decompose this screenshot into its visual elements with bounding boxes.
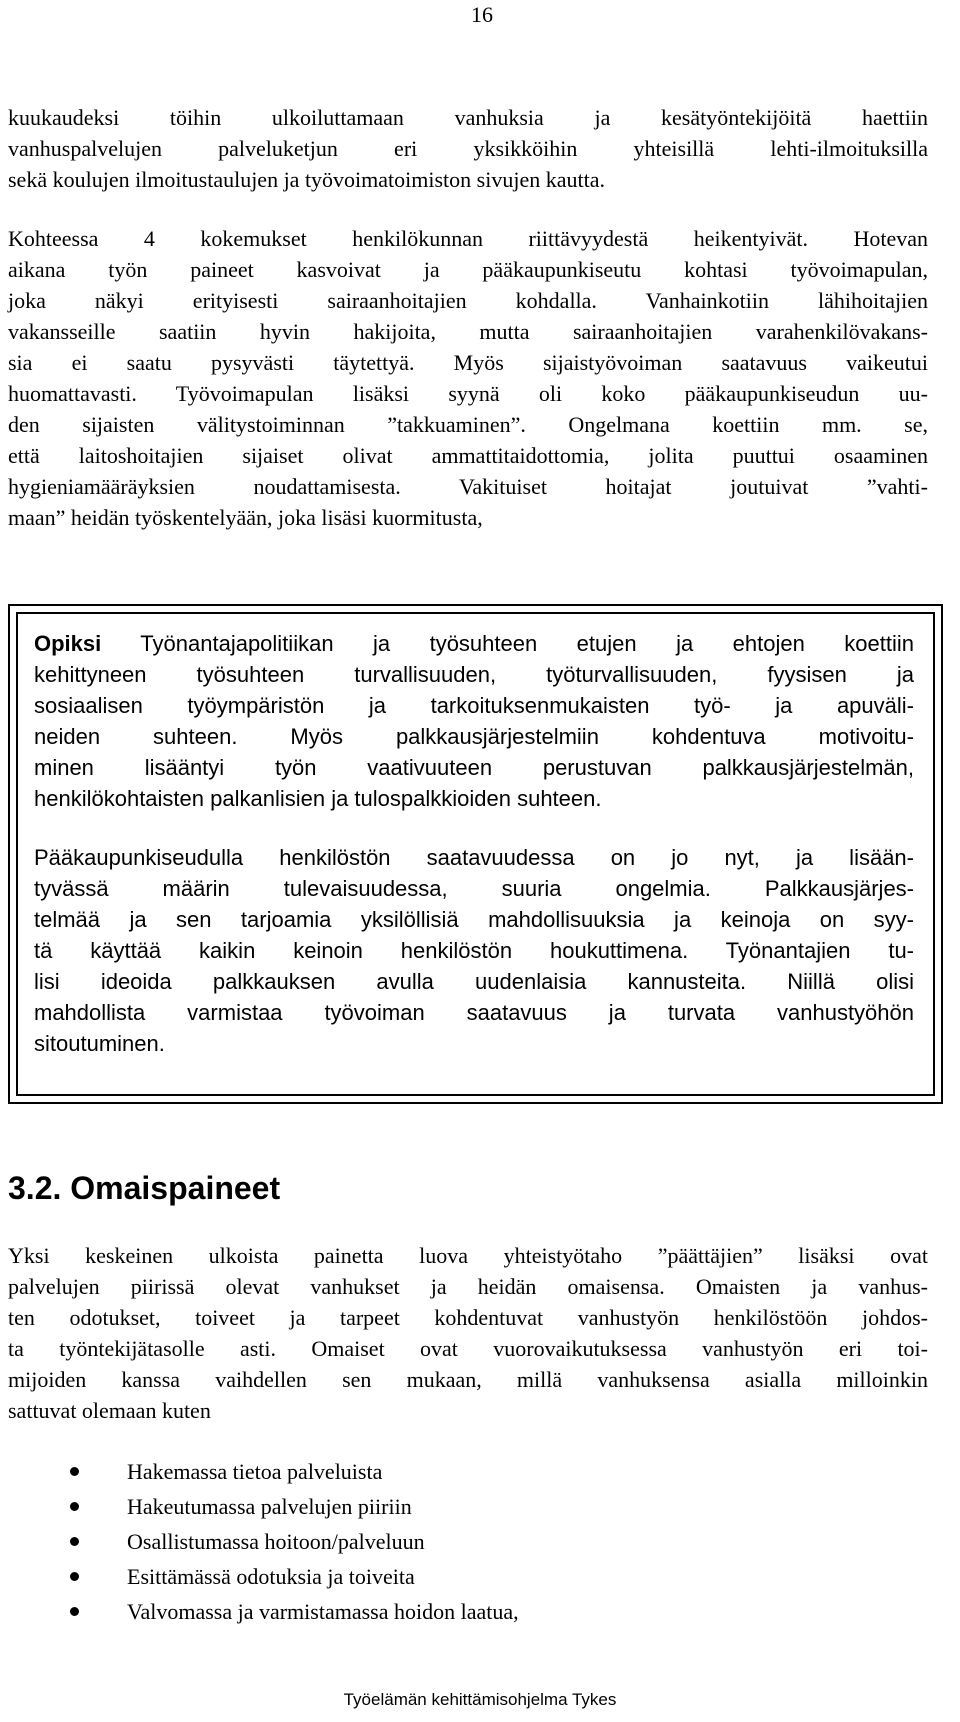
page-footer: Työelämän kehittämisohjelma Tykes [343, 1690, 617, 1709]
bullet-icon [70, 1607, 79, 1616]
box-text-line: henkilökohtaisten palkanlisien ja tulospalkkioiden suhteen. [34, 786, 602, 811]
text-line: aikana työn paineet kasvoivat ja pääkaupunkiseutu kohtasi työvoimapulan, [8, 257, 928, 282]
text-line: vanhuspalvelujen palveluketjun eri yksikköihin yhteisillä lehti-ilmoituksilla [8, 136, 928, 161]
text-line: hygieniamääräyksien noudattamisesta. Vakituiset hoitajat joutuivat ”vahti- [8, 474, 928, 499]
list-item [70, 1528, 425, 1556]
list-item-text: Osallistumassa hoitoon/palveluun [127, 1529, 425, 1554]
box-text-line: kehittyneen työsuhteen turvallisuuden, työturvallisuuden, fyysisen ja [34, 662, 914, 687]
bullet-icon [70, 1537, 79, 1546]
text-line: palvelujen piirissä olevat vanhukset ja heidän omaisensa. Omaisten ja vanhus- [8, 1274, 928, 1299]
text-line: Yksi keskeinen ulkoista painetta luova yhteistyötaho ”päättäjien” lisäksi ovat [8, 1243, 928, 1268]
text-line: maan” heidän työskentelyään, joka lisäsi kuormitusta, [8, 505, 483, 530]
bullet-icon [70, 1572, 79, 1581]
page-number: 16 [471, 2, 493, 27]
box-text-line: sosiaalisen työympäristön ja tarkoituksenmukaisten työ- ja apuväli- [34, 693, 914, 718]
text-line: sattuvat olemaan kuten [8, 1398, 211, 1423]
list-item-text: Esittämässä odotuksia ja toiveita [127, 1564, 415, 1589]
lessons-box [8, 604, 943, 1104]
text-line: mijoiden kanssa vaihdellen sen mukaan, millä vanhuksensa asialla milloinkin [8, 1367, 928, 1392]
box-text-line: minen lisääntyi työn vaativuuteen perustuvan palkkausjärjestelmän, [34, 755, 914, 780]
list-item [70, 1563, 415, 1591]
bullet-icon [70, 1467, 79, 1476]
text-line: vakansseille saatiin hyvin hakijoita, mutta sairaanhoitajien varahenkilövakans- [8, 319, 928, 344]
list-item [70, 1493, 412, 1521]
list-item-text: Valvomassa ja varmistamassa hoidon laatua, [127, 1599, 519, 1624]
list-item-text: Hakemassa tietoa palveluista [127, 1459, 383, 1484]
box-text-line: tä käyttää kaikin keinoin henkilöstön houkuttimena. Työnantajien tu- [34, 938, 914, 963]
section-heading: 3.2. Omaispaineet [8, 1170, 281, 1206]
text-line: joka näkyi erityisesti sairaanhoitajien kohdalla. Vanhainkotiin lähihoitajien [8, 288, 928, 313]
box-text-line: mahdollista varmistaa työvoiman saatavuus ja turvata vanhustyöhön [34, 1000, 914, 1025]
list-item-text: Hakeutumassa palvelujen piiriin [127, 1494, 412, 1519]
text-line: kuukaudeksi töihin ulkoiluttamaan vanhuksia ja kesätyöntekijöitä haettiin [8, 105, 928, 130]
text-line: että laitoshoitajien sijaiset olivat ammattitaidottomia, jolita puuttui osaaminen [8, 443, 928, 468]
box-text-line: sitoutuminen. [34, 1031, 165, 1056]
text-line: ten odotukset, toiveet ja tarpeet kohdentuvat vanhustyön henkilöstöön johdos- [8, 1305, 928, 1330]
box-lead-rest: Työnantajapolitiikan ja työsuhteen etujen ja ehtojen koettiin [101, 631, 914, 656]
bullet-icon [70, 1502, 79, 1511]
box-text-line: neiden suhteen. Myös palkkausjärjestelmiin kohdentuva motivoitu- [34, 724, 914, 749]
box-text-line: tyvässä määrin tulevaisuudessa, suuria ongelmia. Palkkausjärjes- [34, 876, 914, 901]
text-line: huomattavasti. Työvoimapulan lisäksi syynä oli koko pääkaupunkiseudun uu- [8, 381, 928, 406]
text-line: ta työntekijätasolle asti. Omaiset ovat vuorovaikutuksessa vanhustyön eri toi- [8, 1336, 928, 1361]
box-text-line: lisi ideoida palkkauksen avulla uudenlaisia kannusteita. Niillä olisi [34, 969, 914, 994]
box-text-line: telmää ja sen tarjoamia yksilöllisiä mahdollisuuksia ja keinoja on syy- [34, 907, 914, 932]
box-lead-bold: Opiksi [34, 631, 102, 656]
list-item [70, 1598, 519, 1626]
text-line: sekä koulujen ilmoitustaulujen ja työvoimatoimiston sivujen kautta. [8, 167, 605, 192]
list-item [70, 1458, 382, 1486]
box-text-line: Pääkaupunkiseudulla henkilöstön saatavuudessa on jo nyt, ja lisään- [34, 845, 914, 870]
box-text-line [34, 630, 914, 658]
text-line: sia ei saatu pysyvästi täytettyä. Myös sijaistyövoiman saatavuus vaikeutui [8, 350, 928, 375]
text-line: den sijaisten välitystoiminnan ”takkuaminen”. Ongelmana koettiin mm. se, [8, 412, 928, 437]
text-line: Kohteessa 4 kokemukset henkilökunnan riittävyydestä heikentyivät. Hotevan [8, 226, 928, 251]
